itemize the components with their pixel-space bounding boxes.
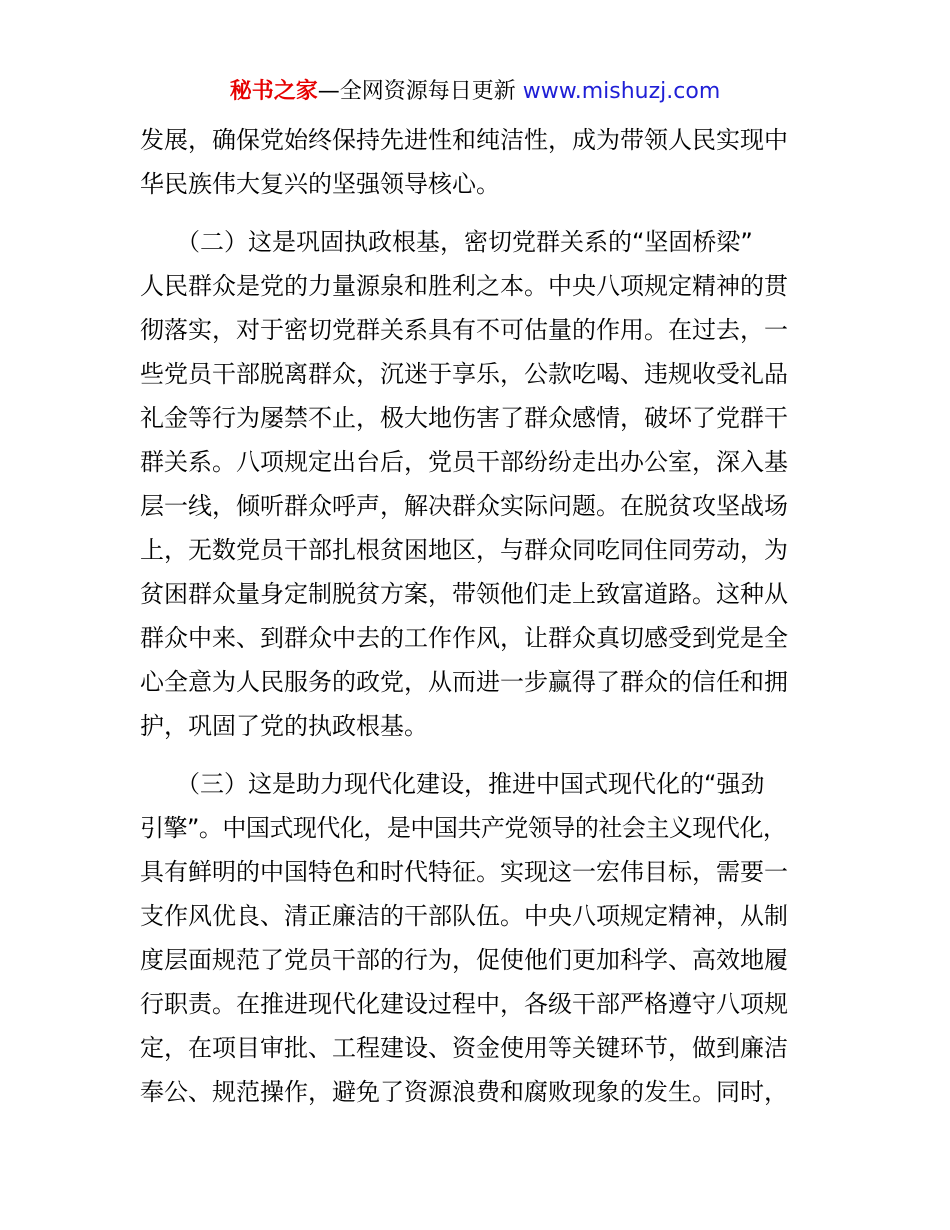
text-line: 支作风优良、清正廉洁的干部队伍。中央八项规定精神，从制 <box>140 902 788 930</box>
text-line: 礼金等行为屡禁不止，极大地伤害了群众感情，破坏了党群干 <box>140 404 788 432</box>
text-line: 度层面规范了党员干部的行为，促使他们更加科学、高效地履 <box>140 946 788 974</box>
text-line: 具有鲜明的中国特色和时代特征。实现这一宏伟目标，需要一 <box>140 858 788 886</box>
text-line: 奉公、规范操作，避免了资源浪费和腐败现象的发生。同时， <box>140 1078 788 1106</box>
header-tagline: —全网资源每日更新 <box>317 79 523 104</box>
text-line: 华民族伟大复兴的坚强领导核心。 <box>140 170 500 198</box>
text-line: 群关系。八项规定出台后，党员干部纷纷走出办公室，深入基 <box>140 448 788 476</box>
paragraph-3 <box>140 762 830 1114</box>
text-line: 层一线，倾听群众呼声，解决群众实际问题。在脱贫攻坚战场 <box>140 492 788 520</box>
text-line: 发展，确保党始终保持先进性和纯洁性，成为带领人民实现中 <box>140 126 788 154</box>
text-line: 贫困群众量身定制脱贫方案，带领他们走上致富道路。这种从 <box>140 580 788 608</box>
section-heading-line: （二）这是巩固执政根基，密切党群关系的“坚固桥梁” <box>140 228 753 256</box>
page-header <box>0 76 950 108</box>
text-line: 彻落实，对于密切党群关系具有不可估量的作用。在过去，一 <box>140 316 788 344</box>
text-line: 些党员干部脱离群众，沉迷于享乐，公款吃喝、违规收受礼品 <box>140 360 788 388</box>
text-line: 定，在项目审批、工程建设、资金使用等关键环节，做到廉洁 <box>140 1034 788 1062</box>
text-line: 群众中来、到群众中去的工作作风，让群众真切感受到党是全 <box>140 624 788 652</box>
section-heading-line: （三）这是助力现代化建设，推进中国式现代化的“强劲 <box>140 770 765 798</box>
text-line: 人民群众是党的力量源泉和胜利之本。中央八项规定精神的贯 <box>140 272 788 300</box>
text-line: 行职责。在推进现代化建设过程中，各级干部严格遵守八项规 <box>140 990 788 1018</box>
text-line: 引擎”。中国式现代化，是中国共产党领导的社会主义现代化， <box>140 814 787 842</box>
document-body <box>140 118 830 1114</box>
text-line: 护，巩固了党的执政根基。 <box>140 712 428 740</box>
text-line: 上，无数党员干部扎根贫困地区，与群众同吃同住同劳动，为 <box>140 536 788 564</box>
header-url-link[interactable]: www.mishuzj.com <box>522 79 721 104</box>
paragraph-2 <box>140 220 830 748</box>
text-line: 心全意为人民服务的政党，从而进一步赢得了群众的信任和拥 <box>140 668 788 696</box>
header-brand: 秘书之家 <box>229 79 318 104</box>
paragraph-1 <box>140 118 830 206</box>
